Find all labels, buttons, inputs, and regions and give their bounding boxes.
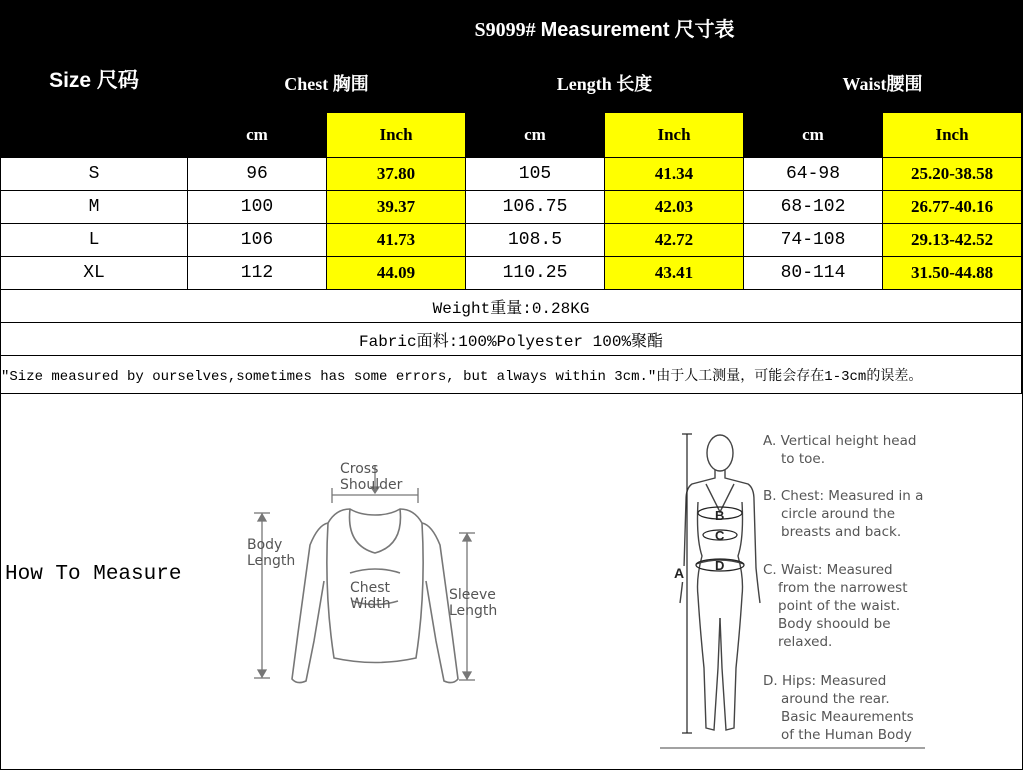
chest-cm: 112 <box>188 257 327 290</box>
length-inch: 42.03 <box>605 191 744 224</box>
unit-header: cm <box>466 113 605 158</box>
title-word: Measurement <box>540 18 670 41</box>
size-label: M <box>1 191 188 224</box>
unit-header: Inch <box>605 113 744 158</box>
chest-cm: 96 <box>188 158 327 191</box>
marker-b: B <box>715 508 725 523</box>
sleeve-length-label: Length <box>449 603 498 619</box>
note-c: relaxed. <box>778 634 833 650</box>
waist-cm: 80-114 <box>744 257 883 290</box>
length-inch: 41.34 <box>605 158 744 191</box>
marker-d: D <box>715 558 725 573</box>
note-d: around the rear. <box>781 691 890 707</box>
table-row <box>1 191 1022 224</box>
note-a: to toe. <box>781 451 825 467</box>
note-c: from the narrowest <box>778 580 908 596</box>
note-d: D. Hips: Measured <box>763 673 887 689</box>
waist-inch: 31.50-44.88 <box>883 257 1022 290</box>
size-header: Size 尺码 <box>1 1 188 158</box>
length-group-header: Length 长度 <box>466 54 744 113</box>
table-row <box>1 224 1022 257</box>
note-a: A. Vertical height head <box>763 433 917 449</box>
title-code: S9099# <box>474 18 536 41</box>
marker-c: C <box>715 528 725 543</box>
length-cm: 110.25 <box>466 257 605 290</box>
body-length-label: Body <box>247 537 283 553</box>
note-b: breasts and back. <box>781 524 902 540</box>
note-b: B. Chest: Measured in a <box>763 488 924 504</box>
shirt-diagram-icon <box>240 453 510 693</box>
table-row <box>1 158 1022 191</box>
chest-width-label: Chest <box>350 580 391 596</box>
note-d: Basic Meaurements <box>781 709 914 725</box>
chest-inch: 44.09 <box>327 257 466 290</box>
body-length-label: Length <box>247 553 296 569</box>
chest-inch: 39.37 <box>327 191 466 224</box>
note-d: of the Human Body <box>781 727 912 743</box>
unit-header: Inch <box>883 113 1022 158</box>
waist-cm: 74-108 <box>744 224 883 257</box>
chest-inch: 41.73 <box>327 224 466 257</box>
length-cm: 105 <box>466 158 605 191</box>
chest-group-header: Chest 胸围 <box>188 54 466 113</box>
unit-header: Inch <box>327 113 466 158</box>
chest-cm: 100 <box>188 191 327 224</box>
note-c: point of the waist. <box>778 598 901 614</box>
note-b: circle around the <box>781 506 896 522</box>
table-title <box>188 1 1022 54</box>
waist-inch: 26.77-40.16 <box>883 191 1022 224</box>
how-to-measure-section <box>0 393 1021 768</box>
weight-row: Weight重量:0.28KG <box>1 290 1022 323</box>
unit-header: cm <box>188 113 327 158</box>
marker-a: A <box>674 565 685 581</box>
waist-inch: 25.20-38.58 <box>883 158 1022 191</box>
note-c: C. Waist: Measured <box>763 562 893 578</box>
size-label: XL <box>1 257 188 290</box>
length-inch: 43.41 <box>605 257 744 290</box>
fabric-row: Fabric面料:100%Polyester 100%聚酯 <box>1 323 1022 356</box>
size-label: L <box>1 224 188 257</box>
length-cm: 106.75 <box>466 191 605 224</box>
chest-inch: 37.80 <box>327 158 466 191</box>
size-label: S <box>1 158 188 191</box>
table-row <box>1 257 1022 290</box>
length-cm: 108.5 <box>466 224 605 257</box>
waist-inch: 29.13-42.52 <box>883 224 1022 257</box>
body-diagram-icon <box>660 428 950 758</box>
how-to-measure-label: How To Measure <box>5 563 182 586</box>
length-inch: 42.72 <box>605 224 744 257</box>
cross-shoulder-label: Cross <box>340 461 379 477</box>
cross-shoulder-label: Shoulder <box>340 477 403 493</box>
title-cn: 尺寸表 <box>674 18 735 41</box>
waist-cm: 64-98 <box>744 158 883 191</box>
unit-header: cm <box>744 113 883 158</box>
waist-cm: 68-102 <box>744 191 883 224</box>
waist-group-header: Waist腰围 <box>744 54 1022 113</box>
note-c: Body shoould be <box>778 616 891 632</box>
chest-cm: 106 <box>188 224 327 257</box>
measurement-note: "Size measured by ourselves,sometimes has some errors, but always within 3cm."由于人工测量，可能会存在1-3cm的误差。 <box>1 356 1022 394</box>
chest-width-label: Width <box>350 596 391 612</box>
sleeve-length-label: Sleeve <box>449 587 496 603</box>
